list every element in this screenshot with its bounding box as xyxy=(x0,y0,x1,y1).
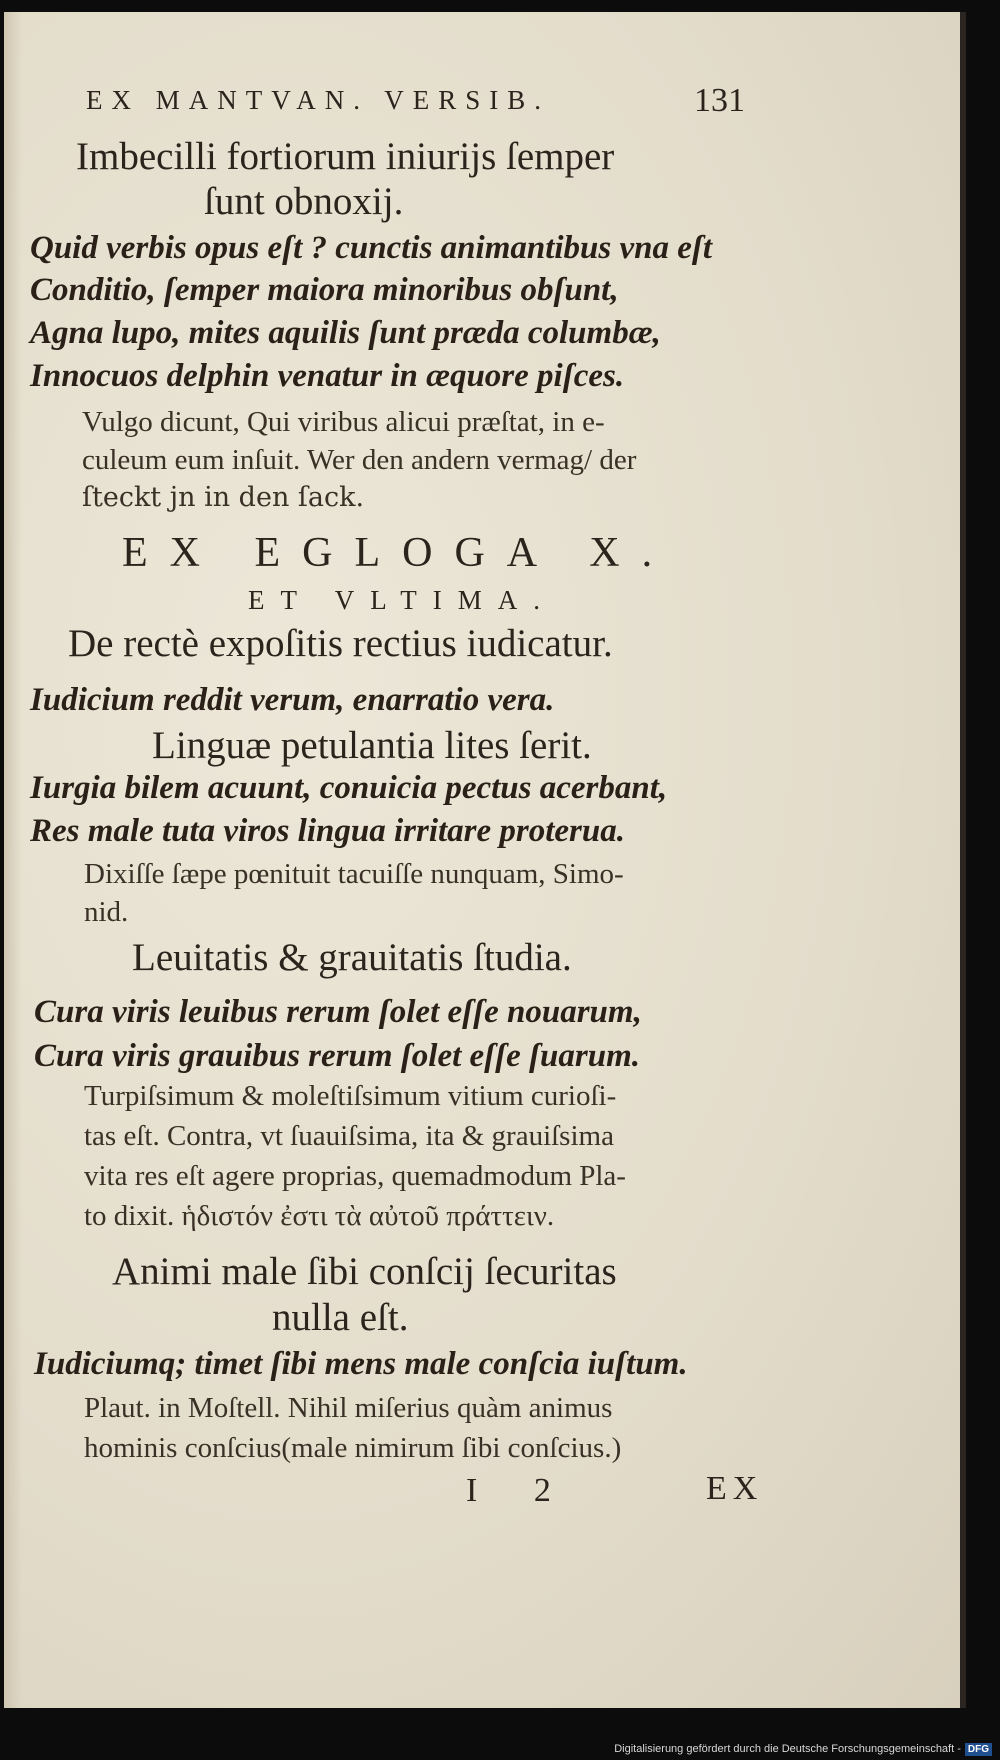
heading-line: Animi male ſibi conſcij ſecuritas xyxy=(112,1250,617,1293)
commentary-line: nid. xyxy=(84,896,129,928)
verse-line: Res male tuta viros lingua irritare proterua. xyxy=(30,813,625,849)
section-subtitle: ET VLTIMA. xyxy=(248,585,557,615)
verse-line: Agna lupo, mites aquilis ſunt præda columbæ, xyxy=(30,315,661,351)
heading-line: De rectè expoſitis rectius iudicatur. xyxy=(68,622,613,665)
catchword: EX xyxy=(706,1470,764,1507)
commentary-line: vita res eſt agere proprias, quemadmodum Pla- xyxy=(84,1160,626,1192)
verse-line: Innocuos delphin venatur in æquore piſces. xyxy=(30,358,625,394)
running-title: EX MANTVAN. VERSIB. xyxy=(86,85,551,115)
credit-text: Digitalisierung gefördert durch die Deutsche Forschungsgemeinschaft - xyxy=(614,1743,961,1755)
heading-line: ſunt obnoxij. xyxy=(204,180,404,223)
commentary-line: Vulgo dicunt, Qui viribus alicui præſtat, in e- xyxy=(82,406,605,438)
book-page xyxy=(4,12,966,1708)
commentary-line: Turpiſsimum & moleſtiſsimum vitium curioſi- xyxy=(84,1080,617,1112)
verse-line: Cura viris leuibus rerum ſolet eſſe nouarum, xyxy=(34,994,642,1030)
verse-line: Cura viris grauibus rerum ſolet eſſe ſuarum. xyxy=(34,1038,640,1074)
verse-line: Iurgia bilem acuunt, conuicia pectus acerbant, xyxy=(30,770,668,806)
verse-line: Iudicium reddit verum, enarratio vera. xyxy=(30,682,555,718)
heading-line: Leuitatis & grauitatis ſtudia. xyxy=(132,936,572,979)
verse-line: Conditio, ſemper maiora minoribus obſunt, xyxy=(30,272,619,308)
heading-line: nulla eſt. xyxy=(272,1296,409,1339)
commentary-line: to dixit. ἡδιστόν ἐστι τὰ αὐτοῦ πράττειν. xyxy=(84,1200,555,1232)
page-gutter-shadow xyxy=(4,12,22,1708)
verse-line: Iudiciumq; timet ſibi mens male conſcia iuſtum. xyxy=(34,1346,688,1382)
commentary-line: hominis conſcius(male nimirum ſibi conſcius.) xyxy=(84,1432,622,1464)
commentary-line: Plaut. in Moſtell. Nihil miſerius quàm animus xyxy=(84,1392,613,1424)
section-title: EX EGLOGA X. xyxy=(122,530,675,576)
commentary-line: ſteckt jn in den ſack. xyxy=(82,482,365,513)
digitization-credit xyxy=(0,1738,1000,1760)
heading-line: Linguæ petulantia lites ſerit. xyxy=(152,724,592,767)
verse-line: Quid verbis opus eſt ? cunctis animantibus vna eſt xyxy=(30,230,713,266)
commentary-line: culeum eum inſuit. Wer den andern vermag/ der xyxy=(82,444,637,476)
page-number: 131 xyxy=(694,82,745,119)
commentary-line: Dixiſſe ſæpe pœnituit tacuiſſe nunquam, Simo- xyxy=(84,858,624,890)
signature-mark: I 2 xyxy=(466,1472,575,1509)
commentary-line: tas eſt. Contra, vt ſuauiſsima, ita & grauiſsima xyxy=(84,1120,614,1152)
dfg-logo: DFG xyxy=(965,1743,992,1756)
heading-line: Imbecilli fortiorum iniurijs ſemper xyxy=(76,135,615,178)
